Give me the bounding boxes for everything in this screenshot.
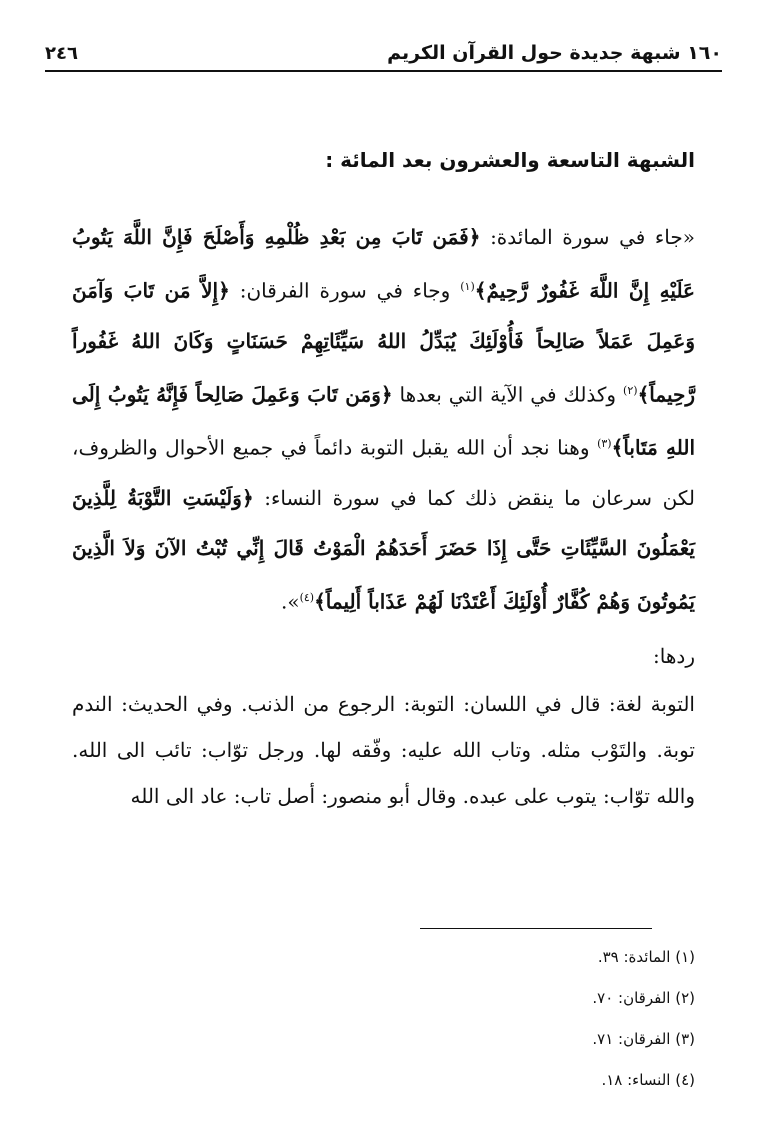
footnote-ref: (٤) <box>299 590 315 604</box>
footnote-item: (٢) الفرقان: ٧٠. <box>592 989 695 1007</box>
section-heading: الشبهة التاسعة والعشرون بعد المائة : <box>325 148 695 172</box>
footnotes <box>592 942 695 1106</box>
footnote-item: (٣) الفرقان: ٧١. <box>592 1030 695 1048</box>
footnote-ref: (٣) <box>597 437 612 451</box>
footnote-ref: (١) <box>460 280 475 293</box>
claim-intro: «جاء في سورة المائدة: <box>480 225 695 249</box>
claim-end: ». <box>280 589 300 614</box>
reply-paragraph: التوبة لغة: قال في اللسان: التوبة: الرجوع من الذنب. وفي الحديث: الندم توبة. والتَوْب مثله. وتاب الله عليه: وفّقه لها. ورجل توّاب: تائب الى الله. والله توّاب: يتوب على عبده. وقال أبو منصور: أصل تاب: عاد الى الله <box>72 691 695 808</box>
running-header <box>45 28 722 64</box>
quran-verse: ﴿وَلَيْسَتِ التَّوْبَةُ لِلَّذِينَ يَعْمَلُونَ السَّيِّئَاتِ حَتَّى إِذَا حَضَرَ أَحَدَهُمُ الْمَوْتُ قَالَ إِنِّي تُبْتُ الآنَ وَلاَ الَّذِينَ يَمُوتُونَ وَهُمْ كُفَّارٌ أُوْلَئِكَ أَعْتَدْنَا لَهُمْ عَذَاباً أَلِيماً﴾ <box>72 485 695 614</box>
quran-verse: ﴿إِلاَّ مَن تَابَ وَآمَنَ وَعَمِلَ عَمَلاً صَالِحاً فَأُوْلَئِكَ يُبَدِّلُ اللهُ سَيِّئَاتِهِمْ حَسَنَاتٍ وَكَانَ اللهُ غَفُوراً رَّحِيماً﴾ <box>72 278 695 407</box>
reply-label: ردها: <box>653 643 695 668</box>
footnote-item: (١) المائدة: ٣٩. <box>597 948 695 966</box>
page-number: ٢٤٦ <box>45 43 78 64</box>
claim-text: وهنا نجد أن الله يقبل التوبة دائماً في جميع الأحوال والظروف، لكن سرعان ما ينقض ذلك كما في سورة النساء: <box>72 435 695 510</box>
claim-paragraph <box>72 212 695 627</box>
quran-verse: ﴿وَمَن تَابَ وَعَمِلَ صَالِحاً فَإِنَّهُ يَتُوبُ إِلَى اللهِ مَتَاباً﴾ <box>72 382 696 460</box>
claim-text: وكذلك في الآية التي بعدها <box>392 382 624 407</box>
claim-text: وجاء في سورة الفرقان: <box>229 278 461 303</box>
book-title: ١٦٠ شبهة جديدة حول القرآن الكريم <box>387 42 722 64</box>
header-divider <box>45 70 722 72</box>
footnote-divider <box>420 928 652 929</box>
quran-verse: ﴿فَمَن تَابَ مِن بَعْدِ ظُلْمِهِ وَأَصْلَحَ فَإِنَّ اللَّهَ يَتُوبُ عَلَيْهِ إِنَّ اللَّهَ غَفُورٌ رَّحِيمٌ﴾ <box>72 225 695 303</box>
page-body <box>72 212 695 819</box>
footnote-item: (٤) النساء: ١٨. <box>601 1071 695 1089</box>
footnote-ref: (٢) <box>623 383 638 397</box>
